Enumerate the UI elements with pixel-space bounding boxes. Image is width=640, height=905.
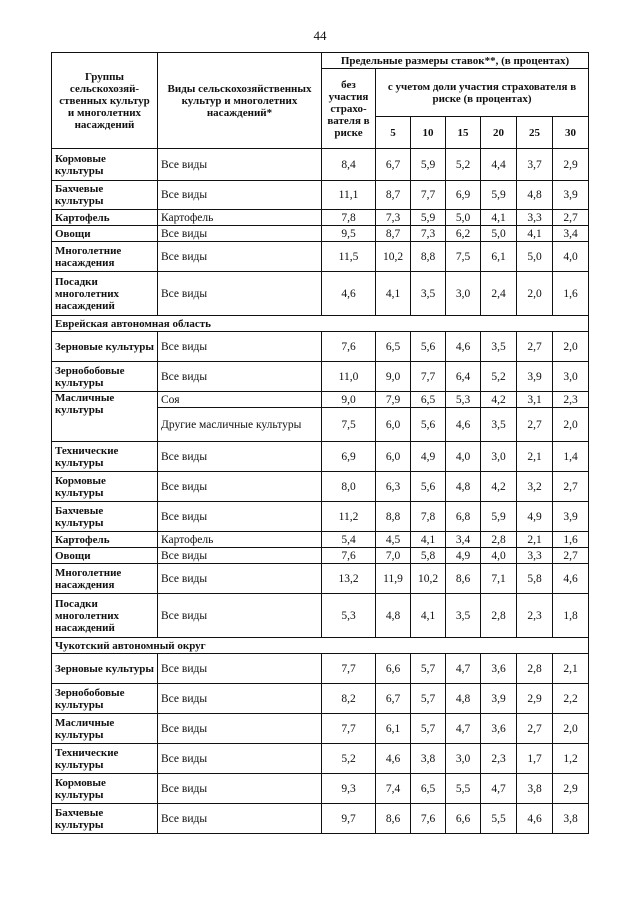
crop-group: Зернобобовые культуры — [52, 362, 158, 392]
table-row — [52, 714, 589, 744]
crop-kind: Другие масличные культуры — [158, 408, 322, 442]
rate-with-share: 2,0 — [517, 272, 553, 316]
rate-without-share: 8,4 — [322, 149, 376, 181]
rate-with-share: 6,4 — [446, 362, 481, 392]
rate-without-share: 7,6 — [322, 332, 376, 362]
region-label: Еврейская автономная область — [52, 316, 589, 332]
crop-kind: Все виды — [158, 181, 322, 210]
header-share-level: 5 — [376, 117, 411, 149]
rate-with-share: 4,8 — [446, 472, 481, 502]
rate-with-share: 2,7 — [553, 210, 589, 226]
rate-with-share: 2,7 — [517, 408, 553, 442]
rate-with-share: 7,0 — [376, 548, 411, 564]
rate-with-share: 3,3 — [517, 210, 553, 226]
rate-with-share: 5,2 — [481, 362, 517, 392]
crop-kind: Все виды — [158, 654, 322, 684]
header-share-level: 25 — [517, 117, 553, 149]
rate-with-share: 3,8 — [517, 774, 553, 804]
crop-group: Многолетние насаждения — [52, 564, 158, 594]
rate-with-share: 3,5 — [446, 594, 481, 638]
rate-with-share: 5,9 — [411, 210, 446, 226]
rate-with-share: 7,6 — [411, 804, 446, 834]
crop-kind: Все виды — [158, 226, 322, 242]
header-groups: Группы сельскохозяй-ственных культур и многолетних насаждений — [52, 53, 158, 149]
header-with-share: с учетом доли участия страхователя в риске (в процентах) — [376, 69, 589, 117]
rate-with-share: 2,1 — [517, 442, 553, 472]
table-row — [52, 684, 589, 714]
rate-with-share: 4,6 — [517, 804, 553, 834]
rate-with-share: 5,6 — [411, 472, 446, 502]
crop-group: Картофель — [52, 532, 158, 548]
table-row — [52, 532, 589, 548]
rate-with-share: 4,1 — [411, 532, 446, 548]
rate-with-share: 2,3 — [553, 392, 589, 408]
rate-without-share: 9,7 — [322, 804, 376, 834]
region-label: Чукотский автономный округ — [52, 638, 589, 654]
header-share-level: 10 — [411, 117, 446, 149]
crop-kind: Картофель — [158, 532, 322, 548]
header-share-level: 20 — [481, 117, 517, 149]
rate-with-share: 7,9 — [376, 392, 411, 408]
rate-with-share: 6,7 — [376, 149, 411, 181]
crop-kind: Все виды — [158, 472, 322, 502]
crop-group: Овощи — [52, 548, 158, 564]
rate-without-share: 13,2 — [322, 564, 376, 594]
rate-with-share: 6,0 — [376, 408, 411, 442]
rate-without-share: 6,9 — [322, 442, 376, 472]
rate-with-share: 3,7 — [517, 149, 553, 181]
rate-without-share: 7,8 — [322, 210, 376, 226]
rate-with-share: 2,7 — [553, 472, 589, 502]
rate-with-share: 2,7 — [517, 714, 553, 744]
crop-group: Бахчевые культуры — [52, 181, 158, 210]
rate-with-share: 4,8 — [446, 684, 481, 714]
rate-with-share: 2,3 — [517, 594, 553, 638]
rate-with-share: 4,9 — [446, 548, 481, 564]
rate-with-share: 2,9 — [553, 774, 589, 804]
rate-with-share: 1,4 — [553, 442, 589, 472]
rate-with-share: 2,8 — [481, 532, 517, 548]
rate-with-share: 4,6 — [376, 744, 411, 774]
rate-with-share: 4,8 — [517, 181, 553, 210]
rate-with-share: 6,5 — [411, 774, 446, 804]
rate-without-share: 5,2 — [322, 744, 376, 774]
rate-with-share: 2,1 — [517, 532, 553, 548]
rate-with-share: 3,5 — [481, 332, 517, 362]
crop-group: Зерновые культуры — [52, 654, 158, 684]
region-row — [52, 316, 589, 332]
crop-group: Посадки многолетних насаждений — [52, 272, 158, 316]
crop-kind: Все виды — [158, 548, 322, 564]
table-row — [52, 181, 589, 210]
rate-without-share: 9,5 — [322, 226, 376, 242]
rate-with-share: 4,6 — [446, 332, 481, 362]
rate-with-share: 4,0 — [481, 548, 517, 564]
rate-with-share: 6,0 — [376, 442, 411, 472]
rate-with-share: 4,7 — [481, 774, 517, 804]
crop-group: Многолетние насаждения — [52, 242, 158, 272]
rate-with-share: 4,9 — [411, 442, 446, 472]
crop-kind: Все виды — [158, 332, 322, 362]
crop-kind: Все виды — [158, 272, 322, 316]
rate-with-share: 2,2 — [553, 684, 589, 714]
table-row — [52, 332, 589, 362]
rate-with-share: 3,0 — [446, 744, 481, 774]
table-body — [52, 149, 589, 834]
table-row — [52, 804, 589, 834]
rate-with-share: 2,8 — [481, 594, 517, 638]
rate-with-share: 3,9 — [517, 362, 553, 392]
rate-without-share: 5,3 — [322, 594, 376, 638]
page-number: 44 — [313, 28, 327, 43]
crop-kind: Все виды — [158, 242, 322, 272]
rate-with-share: 5,5 — [481, 804, 517, 834]
crop-group: Масличные культуры — [52, 392, 158, 442]
rate-with-share: 4,0 — [553, 242, 589, 272]
table-row — [52, 272, 589, 316]
rate-with-share: 2,0 — [553, 408, 589, 442]
rate-with-share: 4,2 — [481, 392, 517, 408]
rate-with-share: 7,7 — [411, 181, 446, 210]
rate-with-share: 3,9 — [553, 502, 589, 532]
rate-with-share: 3,2 — [517, 472, 553, 502]
rate-with-share: 6,6 — [446, 804, 481, 834]
rate-with-share: 4,5 — [376, 532, 411, 548]
rate-with-share: 1,6 — [553, 532, 589, 548]
rate-with-share: 4,4 — [481, 149, 517, 181]
rate-with-share: 4,0 — [446, 442, 481, 472]
rate-with-share: 6,9 — [446, 181, 481, 210]
crop-group: Технические культуры — [52, 442, 158, 472]
rate-without-share: 8,0 — [322, 472, 376, 502]
rate-with-share: 8,8 — [376, 502, 411, 532]
rate-with-share: 6,7 — [376, 684, 411, 714]
table-row — [52, 564, 589, 594]
rate-with-share: 7,3 — [411, 226, 446, 242]
rate-with-share: 11,9 — [376, 564, 411, 594]
rate-without-share: 7,7 — [322, 654, 376, 684]
rate-with-share: 8,8 — [411, 242, 446, 272]
rate-with-share: 4,1 — [376, 272, 411, 316]
rate-without-share: 7,7 — [322, 714, 376, 744]
rate-with-share: 7,5 — [446, 242, 481, 272]
table-row — [52, 654, 589, 684]
crop-group: Зерновые культуры — [52, 332, 158, 362]
crop-kind: Все виды — [158, 714, 322, 744]
header-share-level: 15 — [446, 117, 481, 149]
rate-with-share: 9,0 — [376, 362, 411, 392]
rate-with-share: 2,7 — [553, 548, 589, 564]
rate-with-share: 5,8 — [517, 564, 553, 594]
rate-with-share: 2,4 — [481, 272, 517, 316]
table-row — [52, 472, 589, 502]
rate-with-share: 6,5 — [411, 392, 446, 408]
rate-with-share: 5,3 — [446, 392, 481, 408]
rate-with-share: 7,8 — [411, 502, 446, 532]
rate-with-share: 3,5 — [481, 408, 517, 442]
header-without-share: без участия страхо-вателя в риске — [322, 69, 376, 149]
rate-with-share: 4,7 — [446, 714, 481, 744]
rate-without-share: 11,2 — [322, 502, 376, 532]
rate-with-share: 4,6 — [446, 408, 481, 442]
table-row — [52, 362, 589, 392]
rate-with-share: 6,1 — [481, 242, 517, 272]
rate-with-share: 3,9 — [481, 684, 517, 714]
table-row — [52, 548, 589, 564]
table-header — [52, 53, 589, 149]
rate-with-share: 5,0 — [517, 242, 553, 272]
crop-group: Бахчевые культуры — [52, 804, 158, 834]
crop-group: Масличные культуры — [52, 714, 158, 744]
rate-with-share: 1,2 — [553, 744, 589, 774]
rate-with-share: 6,3 — [376, 472, 411, 502]
rate-with-share: 3,9 — [553, 181, 589, 210]
crop-kind: Все виды — [158, 564, 322, 594]
rate-with-share: 5,0 — [481, 226, 517, 242]
rate-with-share: 5,9 — [481, 181, 517, 210]
rate-with-share: 7,3 — [376, 210, 411, 226]
crop-kind: Все виды — [158, 362, 322, 392]
rate-with-share: 3,4 — [553, 226, 589, 242]
rate-with-share: 4,9 — [517, 502, 553, 532]
rate-with-share: 5,2 — [446, 149, 481, 181]
crop-group: Технические культуры — [52, 744, 158, 774]
crop-kind: Соя — [158, 392, 322, 408]
rate-without-share: 7,5 — [322, 408, 376, 442]
crop-kind: Все виды — [158, 594, 322, 638]
rate-with-share: 8,7 — [376, 181, 411, 210]
rate-with-share: 2,9 — [517, 684, 553, 714]
rate-with-share: 2,0 — [553, 714, 589, 744]
rate-with-share: 4,6 — [553, 564, 589, 594]
crop-kind: Все виды — [158, 744, 322, 774]
crop-kind: Все виды — [158, 684, 322, 714]
table-row — [52, 442, 589, 472]
rate-with-share: 8,6 — [376, 804, 411, 834]
header-share-level: 30 — [553, 117, 589, 149]
rate-with-share: 5,6 — [411, 332, 446, 362]
table-row — [52, 594, 589, 638]
rate-with-share: 5,0 — [446, 210, 481, 226]
rate-with-share: 4,2 — [481, 472, 517, 502]
rate-with-share: 6,6 — [376, 654, 411, 684]
crop-kind: Картофель — [158, 210, 322, 226]
rate-with-share: 2,1 — [553, 654, 589, 684]
rate-with-share: 5,8 — [411, 548, 446, 564]
crop-group: Кормовые культуры — [52, 149, 158, 181]
rate-with-share: 3,0 — [553, 362, 589, 392]
rate-without-share: 11,0 — [322, 362, 376, 392]
rate-with-share: 4,7 — [446, 654, 481, 684]
rate-with-share: 5,6 — [411, 408, 446, 442]
rate-with-share: 1,7 — [517, 744, 553, 774]
rate-with-share: 1,6 — [553, 272, 589, 316]
crop-group: Кормовые культуры — [52, 472, 158, 502]
rate-without-share: 9,3 — [322, 774, 376, 804]
table-row — [52, 242, 589, 272]
rate-with-share: 3,6 — [481, 714, 517, 744]
rate-with-share: 2,3 — [481, 744, 517, 774]
rate-with-share: 3,1 — [517, 392, 553, 408]
crop-group: Картофель — [52, 210, 158, 226]
crop-kind: Все виды — [158, 149, 322, 181]
crop-group: Овощи — [52, 226, 158, 242]
rate-with-share: 5,5 — [446, 774, 481, 804]
rate-with-share: 2,7 — [517, 332, 553, 362]
rate-with-share: 4,1 — [411, 594, 446, 638]
rate-with-share: 3,6 — [481, 654, 517, 684]
rate-with-share: 2,0 — [553, 332, 589, 362]
header-kinds: Виды сельскохозяйственных культур и многолетних насаждений* — [158, 53, 322, 149]
rate-with-share: 5,7 — [411, 714, 446, 744]
table-row — [52, 744, 589, 774]
rate-with-share: 6,8 — [446, 502, 481, 532]
rate-with-share: 6,1 — [376, 714, 411, 744]
rate-with-share: 8,7 — [376, 226, 411, 242]
rate-with-share: 6,5 — [376, 332, 411, 362]
crop-group: Посадки многолетних насаждений — [52, 594, 158, 638]
rate-with-share: 3,3 — [517, 548, 553, 564]
rate-with-share: 3,0 — [481, 442, 517, 472]
rate-without-share: 11,1 — [322, 181, 376, 210]
rate-with-share: 5,9 — [411, 149, 446, 181]
rate-with-share: 4,8 — [376, 594, 411, 638]
rate-without-share: 4,6 — [322, 272, 376, 316]
rate-with-share: 10,2 — [376, 242, 411, 272]
rate-with-share: 3,0 — [446, 272, 481, 316]
table-row — [52, 149, 589, 181]
rate-with-share: 5,9 — [481, 502, 517, 532]
rate-with-share: 8,6 — [446, 564, 481, 594]
crop-kind: Все виды — [158, 804, 322, 834]
rate-without-share: 9,0 — [322, 392, 376, 408]
rate-with-share: 3,4 — [446, 532, 481, 548]
rate-with-share: 1,8 — [553, 594, 589, 638]
rate-without-share: 11,5 — [322, 242, 376, 272]
rate-with-share: 5,7 — [411, 654, 446, 684]
rate-with-share: 3,8 — [553, 804, 589, 834]
rate-with-share: 7,4 — [376, 774, 411, 804]
rate-without-share: 8,2 — [322, 684, 376, 714]
region-row — [52, 638, 589, 654]
crop-kind: Все виды — [158, 442, 322, 472]
insurance-rates-table — [51, 52, 589, 834]
table-row — [52, 226, 589, 242]
rate-with-share: 2,9 — [553, 149, 589, 181]
rate-without-share: 7,6 — [322, 548, 376, 564]
rate-with-share: 7,7 — [411, 362, 446, 392]
crop-group: Кормовые культуры — [52, 774, 158, 804]
crop-kind: Все виды — [158, 502, 322, 532]
rate-with-share: 3,5 — [411, 272, 446, 316]
rate-with-share: 6,2 — [446, 226, 481, 242]
rate-without-share: 5,4 — [322, 532, 376, 548]
rate-with-share: 3,8 — [411, 744, 446, 774]
rate-with-share: 7,1 — [481, 564, 517, 594]
rate-with-share: 4,1 — [481, 210, 517, 226]
crop-group: Зернобобовые культуры — [52, 684, 158, 714]
header-limits-title: Предельные размеры ставок**, (в процентах) — [322, 53, 589, 69]
crop-group: Бахчевые культуры — [52, 502, 158, 532]
rate-with-share: 2,8 — [517, 654, 553, 684]
rate-with-share: 4,1 — [517, 226, 553, 242]
rate-with-share: 10,2 — [411, 564, 446, 594]
crop-kind: Все виды — [158, 774, 322, 804]
rate-with-share: 5,7 — [411, 684, 446, 714]
table-row — [52, 210, 589, 226]
table-row — [52, 502, 589, 532]
table-row — [52, 392, 589, 408]
table-row — [52, 774, 589, 804]
